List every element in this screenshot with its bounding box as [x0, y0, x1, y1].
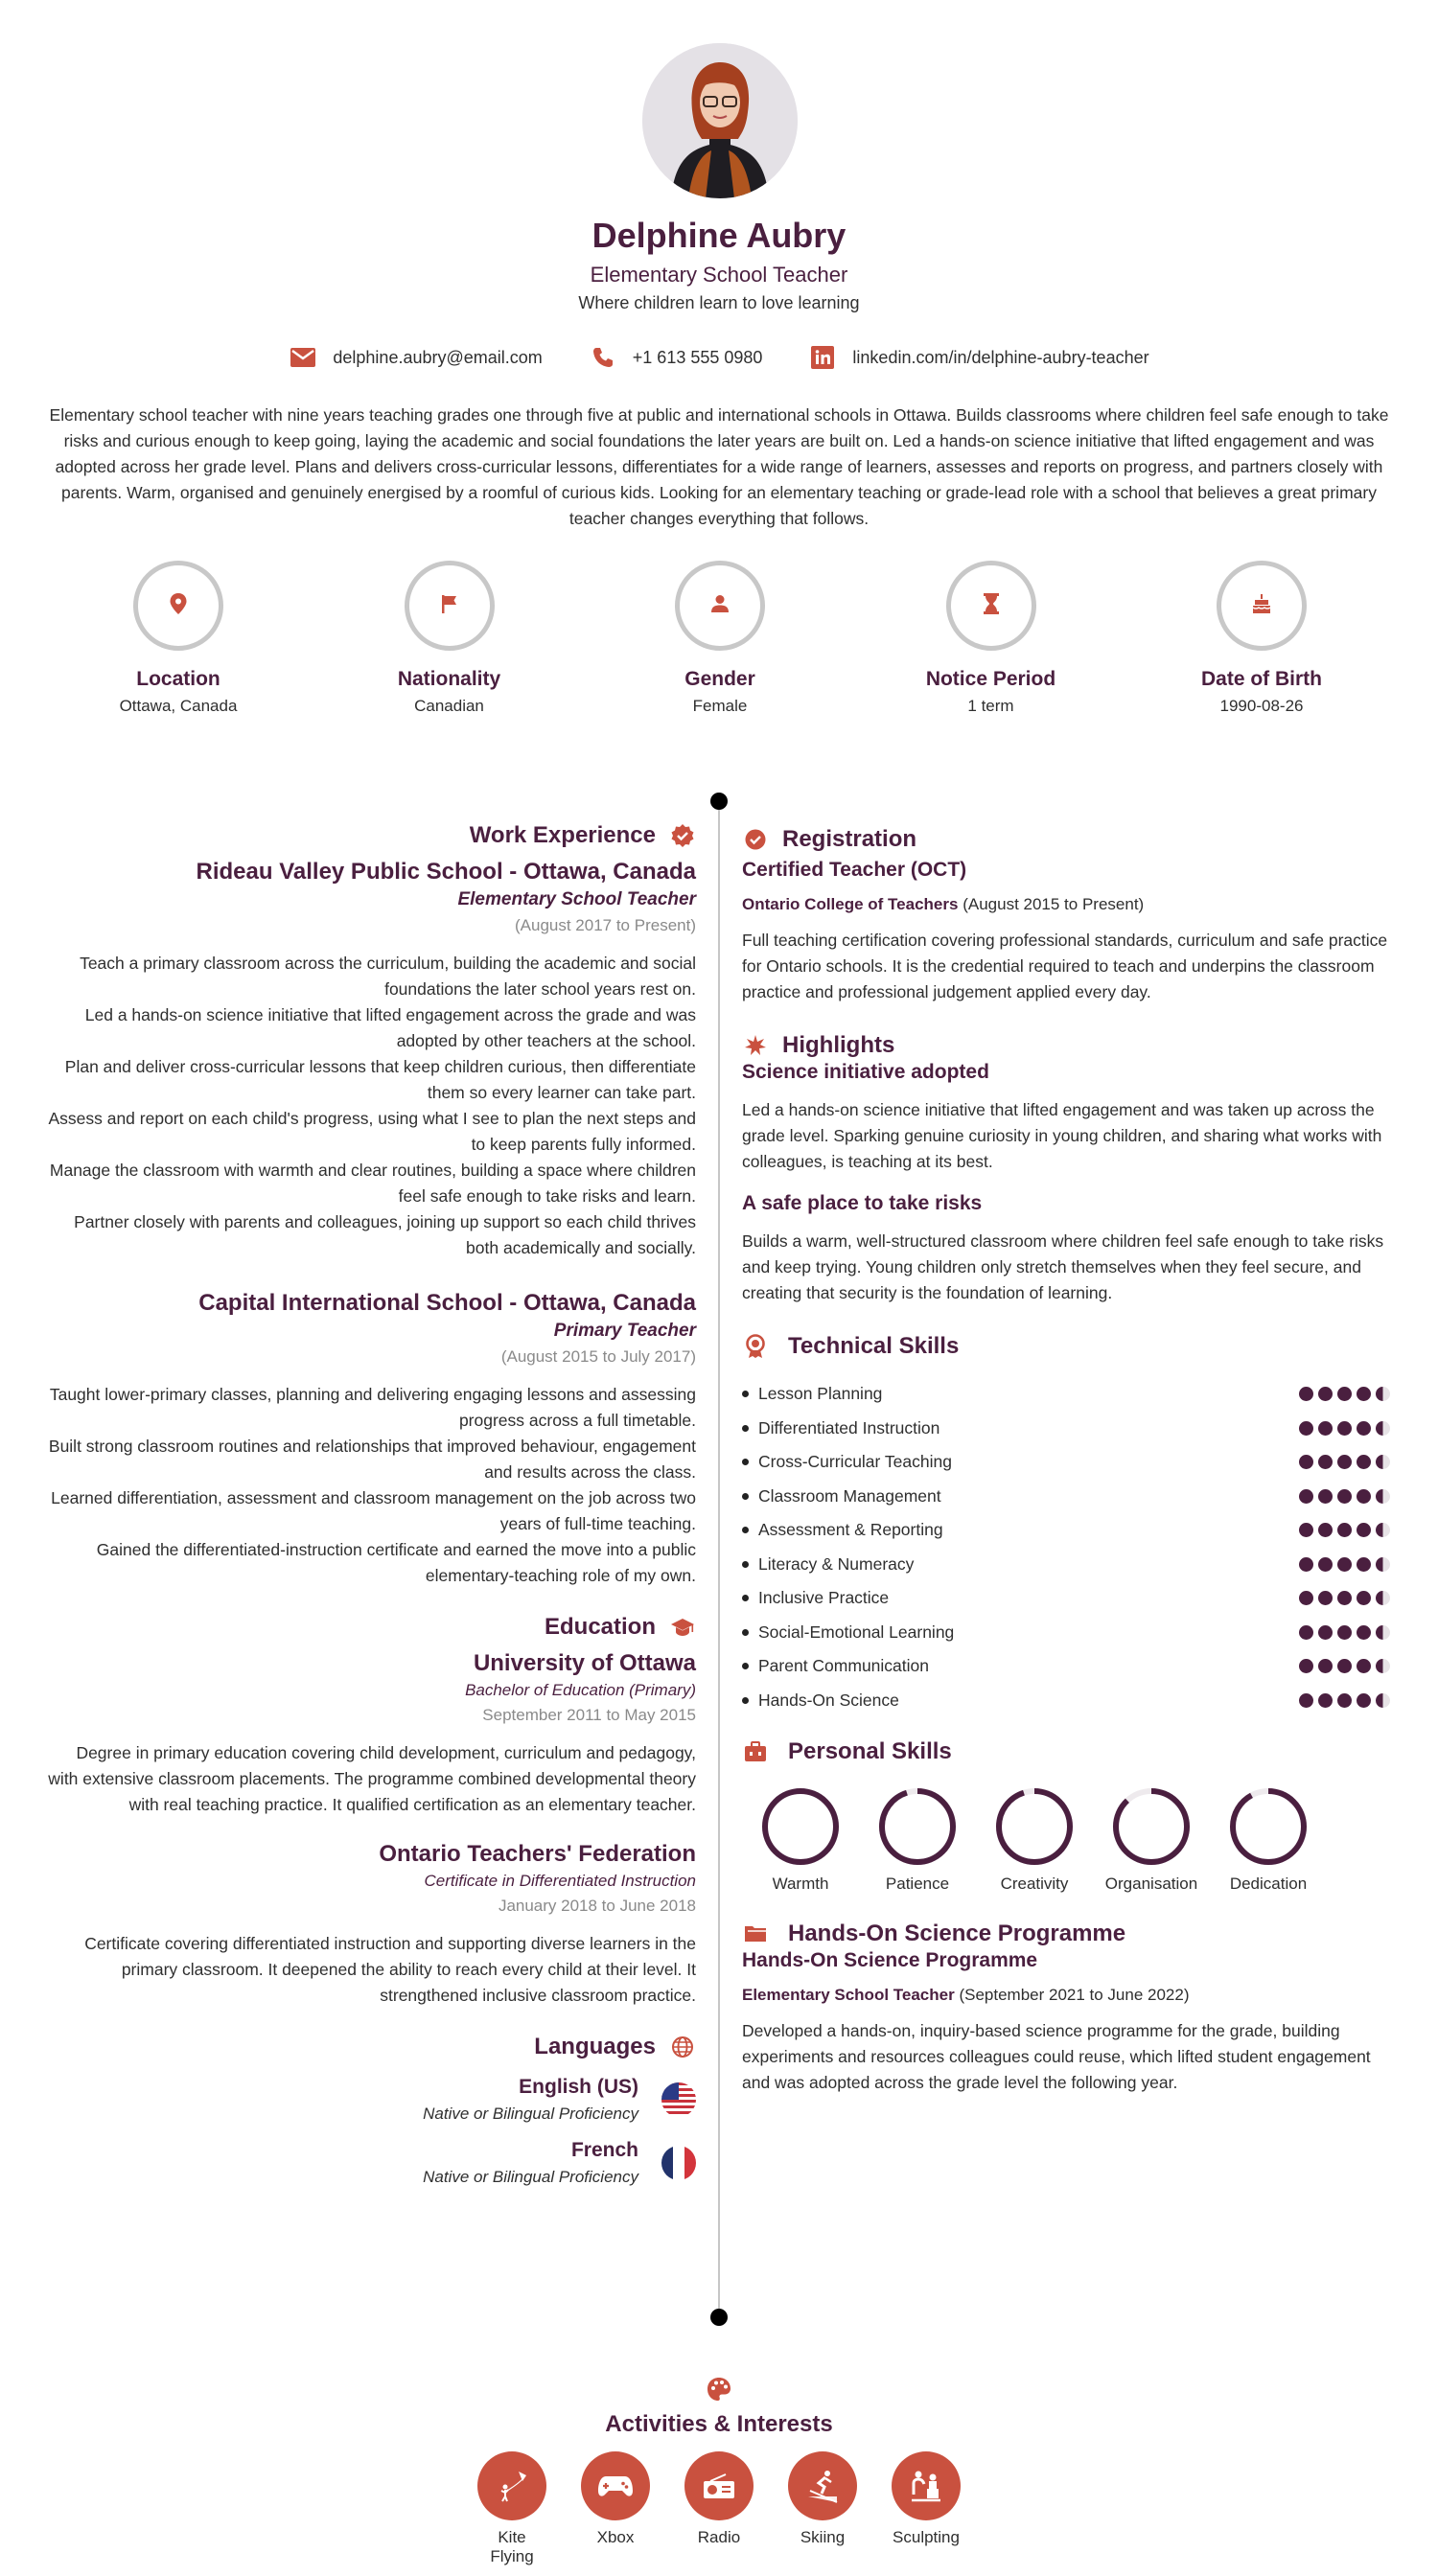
- rating-dot: [1299, 1523, 1313, 1537]
- skill-name: Cross-Curricular Teaching: [742, 1452, 952, 1472]
- contact-linkedin[interactable]: [808, 343, 1148, 372]
- skill-ring: [1111, 1786, 1192, 1867]
- technical-skill-item: [742, 1377, 1390, 1412]
- personal-skill-label: Dedication: [1229, 1874, 1308, 1893]
- section-title: Work Experience: [469, 822, 656, 848]
- skill-name: Inclusive Practice: [742, 1588, 889, 1608]
- rating-dot: [1318, 1421, 1333, 1436]
- technical-skill-item: [742, 1684, 1390, 1718]
- contact-email[interactable]: [289, 343, 542, 372]
- left-column: [42, 822, 696, 2187]
- project-role: Elementary School Teacher: [742, 1986, 955, 2004]
- skill-name: Lesson Planning: [742, 1384, 882, 1404]
- rating-dot: [1357, 1659, 1371, 1673]
- personal-skill-item: [859, 1786, 976, 1894]
- timeline-start-dot: [710, 793, 728, 810]
- personal-facts: [82, 561, 1357, 716]
- project-description: Developed a hands-on, inquiry-based science programme for the grade, building experiments and resources colleagues could reuse, which lifted student engagement and was adopted across the grade level the following year.: [742, 2021, 1371, 2092]
- skill-ring: [1228, 1786, 1309, 1867]
- highlight-description: Builds a warm, well-structured classroom where children feel safe enough to take risks and keep trying. Young children only stretch themselves when they feel secure, and creating that security is the foundation of learning.: [742, 1231, 1384, 1302]
- education-description: Certificate covering differentiated instruction and supporting diverse learners in the primary classroom. It deepened the ability to reach every child at their level. It strengthened inclusive classroom practice.: [84, 1934, 696, 2005]
- rating-dot: [1337, 1591, 1352, 1605]
- skill-ring: [994, 1786, 1075, 1867]
- personal-skill-label: Warmth: [772, 1874, 829, 1893]
- job-organisation: Capital International School - Ottawa, Canada: [198, 1290, 696, 1316]
- award-ribbon-icon: [742, 1333, 769, 1360]
- rating-dot: [1299, 1489, 1313, 1504]
- job-bullets: [42, 951, 696, 1261]
- rating-dot: [1318, 1489, 1333, 1504]
- registration-issuer: Ontario College of Teachers: [742, 895, 959, 913]
- rating-dot: [1357, 1591, 1371, 1605]
- fact-label: Location: [136, 668, 220, 690]
- kite-icon: [477, 2451, 546, 2520]
- rating-dot: [1376, 1421, 1390, 1436]
- rating-dot: [1376, 1523, 1390, 1537]
- right-column: [742, 826, 1390, 2096]
- job-title: Elementary School Teacher: [590, 263, 848, 287]
- rating-dot: [1376, 1625, 1390, 1640]
- profile-summary: Elementary school teacher with nine years teaching grades one through five at public and international schools in Ottawa. Builds classrooms where children feel safe enough to take risks and curious enough to keep going, laying the academic and social foundations the later years are built on. Led a hands-on science initiative that lifted engagement and was adopted across her grade level. Plans and delivers cross-curricular lessons, differentiates for a wide range of learners, assesses and reports on progress, and partners closely with parents. Warm, organised and genuinely energised by a roomful of curious kids. Looking for an elementary teaching or grade-lead role with a school that believes a great primary teacher changes everything that follows.: [49, 405, 1389, 528]
- job-entry: [42, 1290, 696, 1589]
- skill-ring-fill: [765, 1791, 836, 1862]
- activity-label: Xbox: [596, 2528, 635, 2546]
- rating-dot: [1299, 1625, 1313, 1640]
- tagline: Where children learn to love learning: [578, 293, 860, 312]
- job-entry: [42, 859, 696, 1261]
- skill-rating: [1299, 1659, 1390, 1673]
- skill-rating: [1299, 1421, 1390, 1436]
- contact-bar: [0, 343, 1438, 372]
- fact-label: Gender: [684, 668, 755, 690]
- skill-ring-fill: [882, 1791, 953, 1862]
- candidate-name: Delphine Aubry: [591, 216, 847, 255]
- education-dates: January 2018 to June 2018: [498, 1897, 696, 1915]
- rating-dot: [1376, 1693, 1390, 1708]
- highlight-description: Led a hands-on science initiative that lifted engagement and was taken up across the grade level. Sparking genuine curiosity in young children, and sharing what works with colleagues, is teaching at its best.: [742, 1100, 1382, 1171]
- skiing-icon: [788, 2451, 857, 2520]
- personal-skill-item: [742, 1786, 859, 1894]
- skill-name: Hands-On Science: [742, 1690, 899, 1711]
- rating-dot: [1299, 1659, 1313, 1673]
- gamepad-icon: [581, 2451, 650, 2520]
- project-title: Hands-On Science Programme: [742, 1949, 1038, 1971]
- job-bullets: [42, 1382, 696, 1589]
- section-title: Technical Skills: [788, 1333, 960, 1359]
- education-entry: [42, 1650, 696, 1818]
- job-organisation: Rideau Valley Public School - Ottawa, Canada: [196, 859, 696, 885]
- personal-skill-item: [1093, 1786, 1210, 1894]
- fact-notice-period: [895, 561, 1087, 716]
- globe-icon: [669, 2034, 696, 2060]
- language-name: French: [570, 2139, 638, 2161]
- skill-name: Classroom Management: [742, 1486, 941, 1506]
- activities-heading: Activities & Interests: [605, 2411, 833, 2437]
- rating-dot: [1299, 1455, 1313, 1469]
- rating-dot: [1357, 1421, 1371, 1436]
- section-title: Languages: [534, 2034, 656, 2059]
- skill-rating: [1299, 1557, 1390, 1572]
- section-title: Education: [544, 1614, 656, 1640]
- section-title: Personal Skills: [788, 1738, 952, 1764]
- skill-name: Differentiated Instruction: [742, 1418, 939, 1438]
- skill-name: Parent Communication: [742, 1656, 929, 1676]
- rating-dot: [1318, 1625, 1333, 1640]
- folder-icon: [742, 1920, 769, 1947]
- skill-rating: [1299, 1591, 1390, 1605]
- fact-value: Female: [692, 697, 748, 715]
- technical-skill-item: [742, 1445, 1390, 1480]
- language-item: [42, 2076, 696, 2124]
- rating-dot: [1318, 1693, 1333, 1708]
- personal-skill-item: [1210, 1786, 1327, 1894]
- rating-dot: [1337, 1387, 1352, 1401]
- skill-rating: [1299, 1489, 1390, 1504]
- timeline-end-dot: [710, 2309, 728, 2326]
- rating-dot: [1318, 1455, 1333, 1469]
- job-role: Elementary School Teacher: [457, 889, 696, 909]
- rating-dot: [1357, 1557, 1371, 1572]
- education-institution: Ontario Teachers' Federation: [379, 1841, 696, 1867]
- language-level: Native or Bilingual Proficiency: [423, 2104, 638, 2123]
- rating-dot: [1376, 1387, 1390, 1401]
- highlights-heading: [742, 1032, 1390, 1059]
- palette-icon: [0, 2377, 1438, 2402]
- registration-heading: [742, 826, 1390, 853]
- profile-photo: [642, 43, 798, 198]
- rating-dot: [1376, 1557, 1390, 1572]
- personal-skills-list: [742, 1786, 1390, 1894]
- activities-list: [0, 2451, 1438, 2566]
- activity-label: Radio: [697, 2528, 741, 2546]
- rating-dot: [1337, 1489, 1352, 1504]
- job-role: Primary Teacher: [553, 1321, 696, 1341]
- skill-ring: [760, 1786, 841, 1867]
- rating-dot: [1357, 1523, 1371, 1537]
- work-experience-heading: [42, 822, 696, 849]
- rating-dot: [1357, 1625, 1371, 1640]
- radio-icon: [684, 2451, 754, 2520]
- job-bullet: Assess and report on each child's progress, using what I see to plan the next steps and to keep parents fully informed.: [48, 1109, 696, 1154]
- job-bullet: Taught lower-primary classes, planning and delivering engaging lessons and assessing progress across a full timetable.: [49, 1385, 696, 1430]
- highlight-title: Science initiative adopted: [742, 1061, 989, 1083]
- job-bullet: Built strong classroom routines and relationships that improved behaviour, engagement and results across the class.: [48, 1437, 696, 1482]
- rating-dot: [1337, 1659, 1352, 1673]
- graduation-cap-icon: [669, 1614, 696, 1641]
- rating-dot: [1357, 1387, 1371, 1401]
- activity-item: [788, 2451, 857, 2566]
- technical-skill-item: [742, 1649, 1390, 1684]
- activity-item: [581, 2451, 650, 2566]
- section-title: Registration: [782, 826, 917, 852]
- fact-nationality: [354, 561, 545, 716]
- job-bullet: Learned differentiation, assessment and classroom management on the job across two years of full-time teaching.: [51, 1488, 696, 1533]
- job-bullet: Partner closely with parents and colleagues, joining up support so each child thrives both academically and socially.: [74, 1212, 696, 1257]
- email-text[interactable]: delphine.aubry@email.com: [333, 347, 543, 367]
- education-degree: Certificate in Differentiated Instruction: [424, 1872, 696, 1890]
- rating-dot: [1299, 1557, 1313, 1572]
- skill-name: Social-Emotional Learning: [742, 1622, 954, 1643]
- section-title: Hands-On Science Programme: [788, 1920, 1126, 1946]
- hourglass-icon: [982, 592, 1001, 620]
- skill-name: Assessment & Reporting: [742, 1520, 943, 1540]
- rating-dot: [1376, 1591, 1390, 1605]
- job-bullet: Teach a primary classroom across the curriculum, building the academic and social foundations the later school years rest on.: [80, 954, 696, 999]
- job-bullet: Gained the differentiated-instruction certificate and earned the move into a public elementary-teaching role of my own.: [96, 1540, 696, 1585]
- rating-dot: [1376, 1455, 1390, 1469]
- technical-skill-item: [742, 1548, 1390, 1582]
- language-name: English (US): [519, 2076, 638, 2098]
- fact-value: Canadian: [414, 697, 484, 715]
- rating-dot: [1376, 1489, 1390, 1504]
- personal-skill-label: Organisation: [1104, 1874, 1198, 1893]
- project-heading: [742, 1920, 1390, 1947]
- technical-skills-heading: [742, 1333, 1390, 1360]
- job-bullet: Led a hands-on science initiative that lifted engagement across the grade and was adopted by other teachers at the school.: [84, 1005, 696, 1050]
- skill-rating: [1299, 1387, 1390, 1401]
- language-level: Native or Bilingual Proficiency: [423, 2168, 638, 2186]
- activity-label: Sculpting: [893, 2528, 960, 2546]
- activity-label: Kite Flying: [490, 2528, 534, 2565]
- section-title: Highlights: [782, 1032, 895, 1058]
- personal-skill-label: Patience: [885, 1874, 950, 1893]
- fact-gender: [624, 561, 816, 716]
- rating-dot: [1318, 1557, 1333, 1572]
- rating-dot: [1357, 1489, 1371, 1504]
- person-icon: [709, 593, 731, 619]
- rating-dot: [1337, 1693, 1352, 1708]
- fact-label: Date of Birth: [1201, 668, 1322, 690]
- toolbox-icon: [742, 1738, 769, 1765]
- rating-dot: [1299, 1693, 1313, 1708]
- highlight-title: A safe place to take risks: [742, 1192, 983, 1214]
- skill-rating: [1299, 1625, 1390, 1640]
- cake-icon: [1250, 592, 1273, 620]
- technical-skills-list: [742, 1377, 1390, 1717]
- rating-dot: [1299, 1421, 1313, 1436]
- skill-rating: [1299, 1523, 1390, 1537]
- technical-skill-item: [742, 1616, 1390, 1650]
- education-description: Degree in primary education covering child development, curriculum and pedagogy, with extensive classroom placements. The programme combined developmental theory with real teaching practice. It qualified certification as an elementary teacher.: [48, 1743, 696, 1814]
- activities-section: [0, 2377, 1438, 2566]
- fact-label: Notice Period: [925, 668, 1056, 690]
- fact-date-of-birth: [1166, 561, 1357, 716]
- registration-title: Certified Teacher (OCT): [742, 859, 967, 881]
- education-entry: [42, 1841, 696, 2009]
- activity-item: [892, 2451, 961, 2566]
- languages-heading: [42, 2034, 696, 2060]
- registration-description: Full teaching certification covering professional standards, curriculum and safe practice for Ontario schools. It is the credential required to teach and underpins the classroom practice and professional judgement applied every day.: [742, 931, 1388, 1001]
- star-burst-icon: [742, 1032, 769, 1059]
- job-bullet: Plan and deliver cross-curricular lessons that keep children curious, then differentiate them so every learner can take part.: [64, 1057, 696, 1102]
- education-institution: University of Ottawa: [473, 1650, 696, 1676]
- activity-item: [684, 2451, 754, 2566]
- rating-dot: [1337, 1421, 1352, 1436]
- rating-dot: [1318, 1591, 1333, 1605]
- registration-dates: (August 2015 to Present): [963, 895, 1145, 913]
- rating-dot: [1318, 1523, 1333, 1537]
- rating-dot: [1337, 1523, 1352, 1537]
- activity-label: Skiing: [800, 2528, 846, 2546]
- rating-dot: [1357, 1693, 1371, 1708]
- rating-dot: [1299, 1591, 1313, 1605]
- personal-skills-heading: [742, 1738, 1390, 1765]
- job-dates: (August 2015 to July 2017): [500, 1347, 696, 1366]
- fact-value: Ottawa, Canada: [119, 697, 238, 715]
- us-flag-icon: [661, 2082, 696, 2117]
- france-flag-icon: [661, 2146, 696, 2180]
- fact-value: 1 term: [967, 697, 1014, 715]
- rating-dot: [1337, 1625, 1352, 1640]
- sculpting-icon: [892, 2451, 961, 2520]
- personal-skill-item: [976, 1786, 1093, 1894]
- contact-phone[interactable]: [589, 343, 763, 372]
- phone-text[interactable]: +1 613 555 0980: [632, 347, 763, 367]
- skill-ring-fill: [999, 1791, 1070, 1862]
- rating-dot: [1337, 1557, 1352, 1572]
- job-dates: (August 2017 to Present): [514, 916, 696, 934]
- education-dates: September 2011 to May 2015: [482, 1706, 696, 1724]
- project-dates: (September 2021 to June 2022): [959, 1986, 1190, 2004]
- verified-badge-icon: [669, 822, 696, 849]
- education-degree: Bachelor of Education (Primary): [465, 1681, 696, 1699]
- rating-dot: [1299, 1387, 1313, 1401]
- rating-dot: [1318, 1659, 1333, 1673]
- fact-location: [82, 561, 274, 716]
- skill-rating: [1299, 1693, 1390, 1708]
- technical-skill-item: [742, 1412, 1390, 1446]
- rating-dot: [1337, 1455, 1352, 1469]
- skill-ring: [877, 1786, 958, 1867]
- flag-icon: [440, 593, 459, 619]
- location-pin-icon: [168, 592, 189, 620]
- registration-meta: [742, 895, 1390, 914]
- education-heading: [42, 1614, 696, 1641]
- technical-skill-item: [742, 1480, 1390, 1514]
- skill-name: Literacy & Numeracy: [742, 1554, 914, 1575]
- linkedin-text[interactable]: linkedin.com/in/delphine-aubry-teacher: [852, 347, 1149, 367]
- skill-ring-fill: [1116, 1791, 1187, 1862]
- fact-label: Nationality: [397, 668, 501, 690]
- email-icon: [289, 343, 317, 372]
- language-item: [42, 2139, 696, 2187]
- skill-ring-fill: [1233, 1791, 1304, 1862]
- timeline-line: [718, 800, 720, 2317]
- activity-item: [477, 2451, 546, 2566]
- rating-dot: [1357, 1455, 1371, 1469]
- linkedin-icon: [808, 343, 837, 372]
- technical-skill-item: [742, 1513, 1390, 1548]
- personal-skill-label: Creativity: [1000, 1874, 1069, 1893]
- rating-dot: [1318, 1387, 1333, 1401]
- rating-dot: [1376, 1659, 1390, 1673]
- skill-rating: [1299, 1455, 1390, 1469]
- job-bullet: Manage the classroom with warmth and clear routines, building a space where children feel safe enough to take risks and learn.: [49, 1161, 696, 1206]
- badge-check-icon: [742, 826, 769, 853]
- project-meta: [742, 1986, 1390, 2005]
- technical-skill-item: [742, 1581, 1390, 1616]
- phone-icon: [589, 343, 617, 372]
- fact-value: 1990-08-26: [1219, 697, 1304, 715]
